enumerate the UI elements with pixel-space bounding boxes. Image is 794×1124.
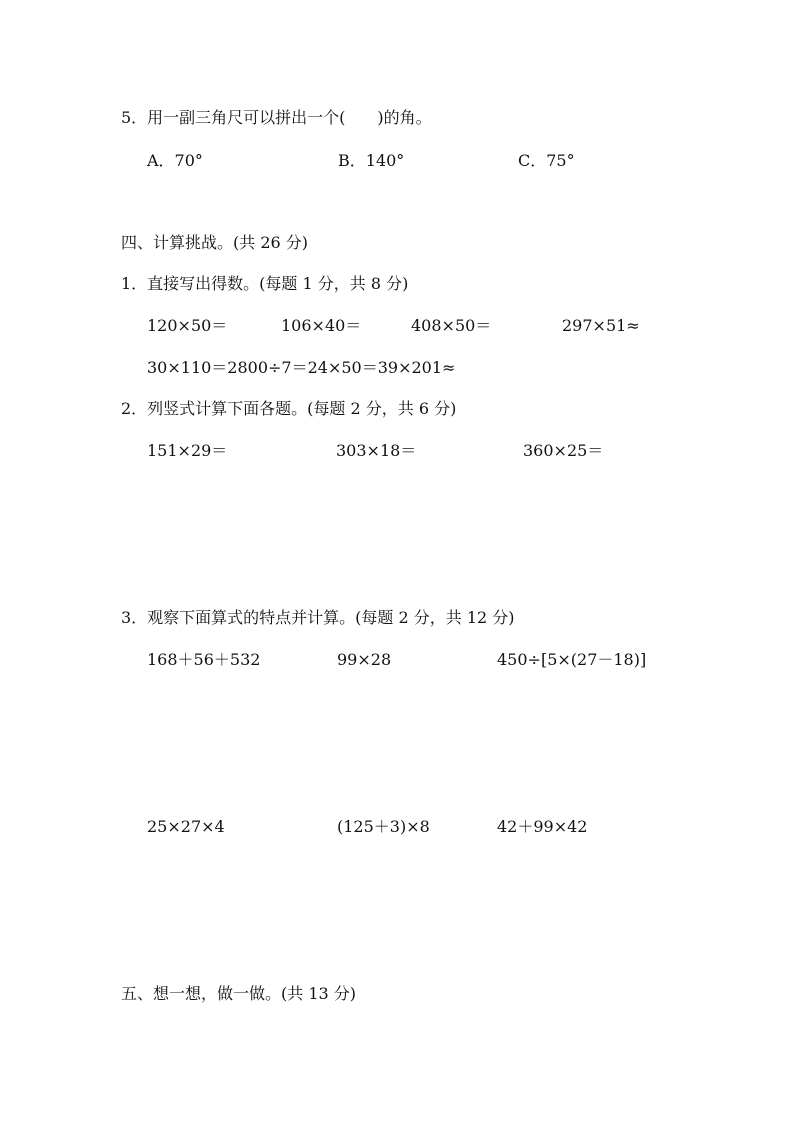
section-5-title: 五、想一想，做一做。(共 13 分)	[121, 984, 357, 1003]
part-1-title: 1．直接写出得数。(每题 1 分，共 8 分)	[121, 274, 409, 293]
question-5-text: 5．用一副三角尺可以拼出一个( )的角。	[121, 108, 432, 127]
oral-calc-1: 120×50＝	[147, 316, 228, 335]
observe-calc-4: 25×27×4	[147, 817, 225, 836]
vertical-calc-2: 303×18＝	[336, 441, 417, 460]
observe-calc-1: 168＋56＋532	[147, 650, 261, 669]
oral-calc-2: 106×40＝	[281, 316, 362, 335]
oral-calc-3: 408×50＝	[411, 316, 492, 335]
q5-option-c: C．75°	[518, 151, 575, 170]
vertical-calc-3: 360×25＝	[523, 441, 604, 460]
q5-option-b: B．140°	[338, 151, 405, 170]
part-3-title: 3．观察下面算式的特点并计算。(每题 2 分，共 12 分)	[121, 608, 515, 627]
part-2-title: 2．列竖式计算下面各题。(每题 2 分，共 6 分)	[121, 399, 457, 418]
section-4-title: 四、计算挑战。(共 26 分)	[121, 233, 309, 252]
observe-calc-6: 42＋99×42	[497, 817, 588, 836]
oral-calc-row-2: 30×110＝2800÷7＝24×50＝39×201≈	[147, 358, 456, 377]
observe-calc-5: (125＋3)×8	[337, 817, 430, 836]
observe-calc-3: 450÷[5×(27－18)]	[497, 650, 647, 669]
vertical-calc-1: 151×29＝	[147, 441, 228, 460]
q5-option-a: A．70°	[147, 151, 203, 170]
oral-calc-4: 297×51≈	[562, 316, 640, 335]
observe-calc-2: 99×28	[337, 650, 392, 669]
